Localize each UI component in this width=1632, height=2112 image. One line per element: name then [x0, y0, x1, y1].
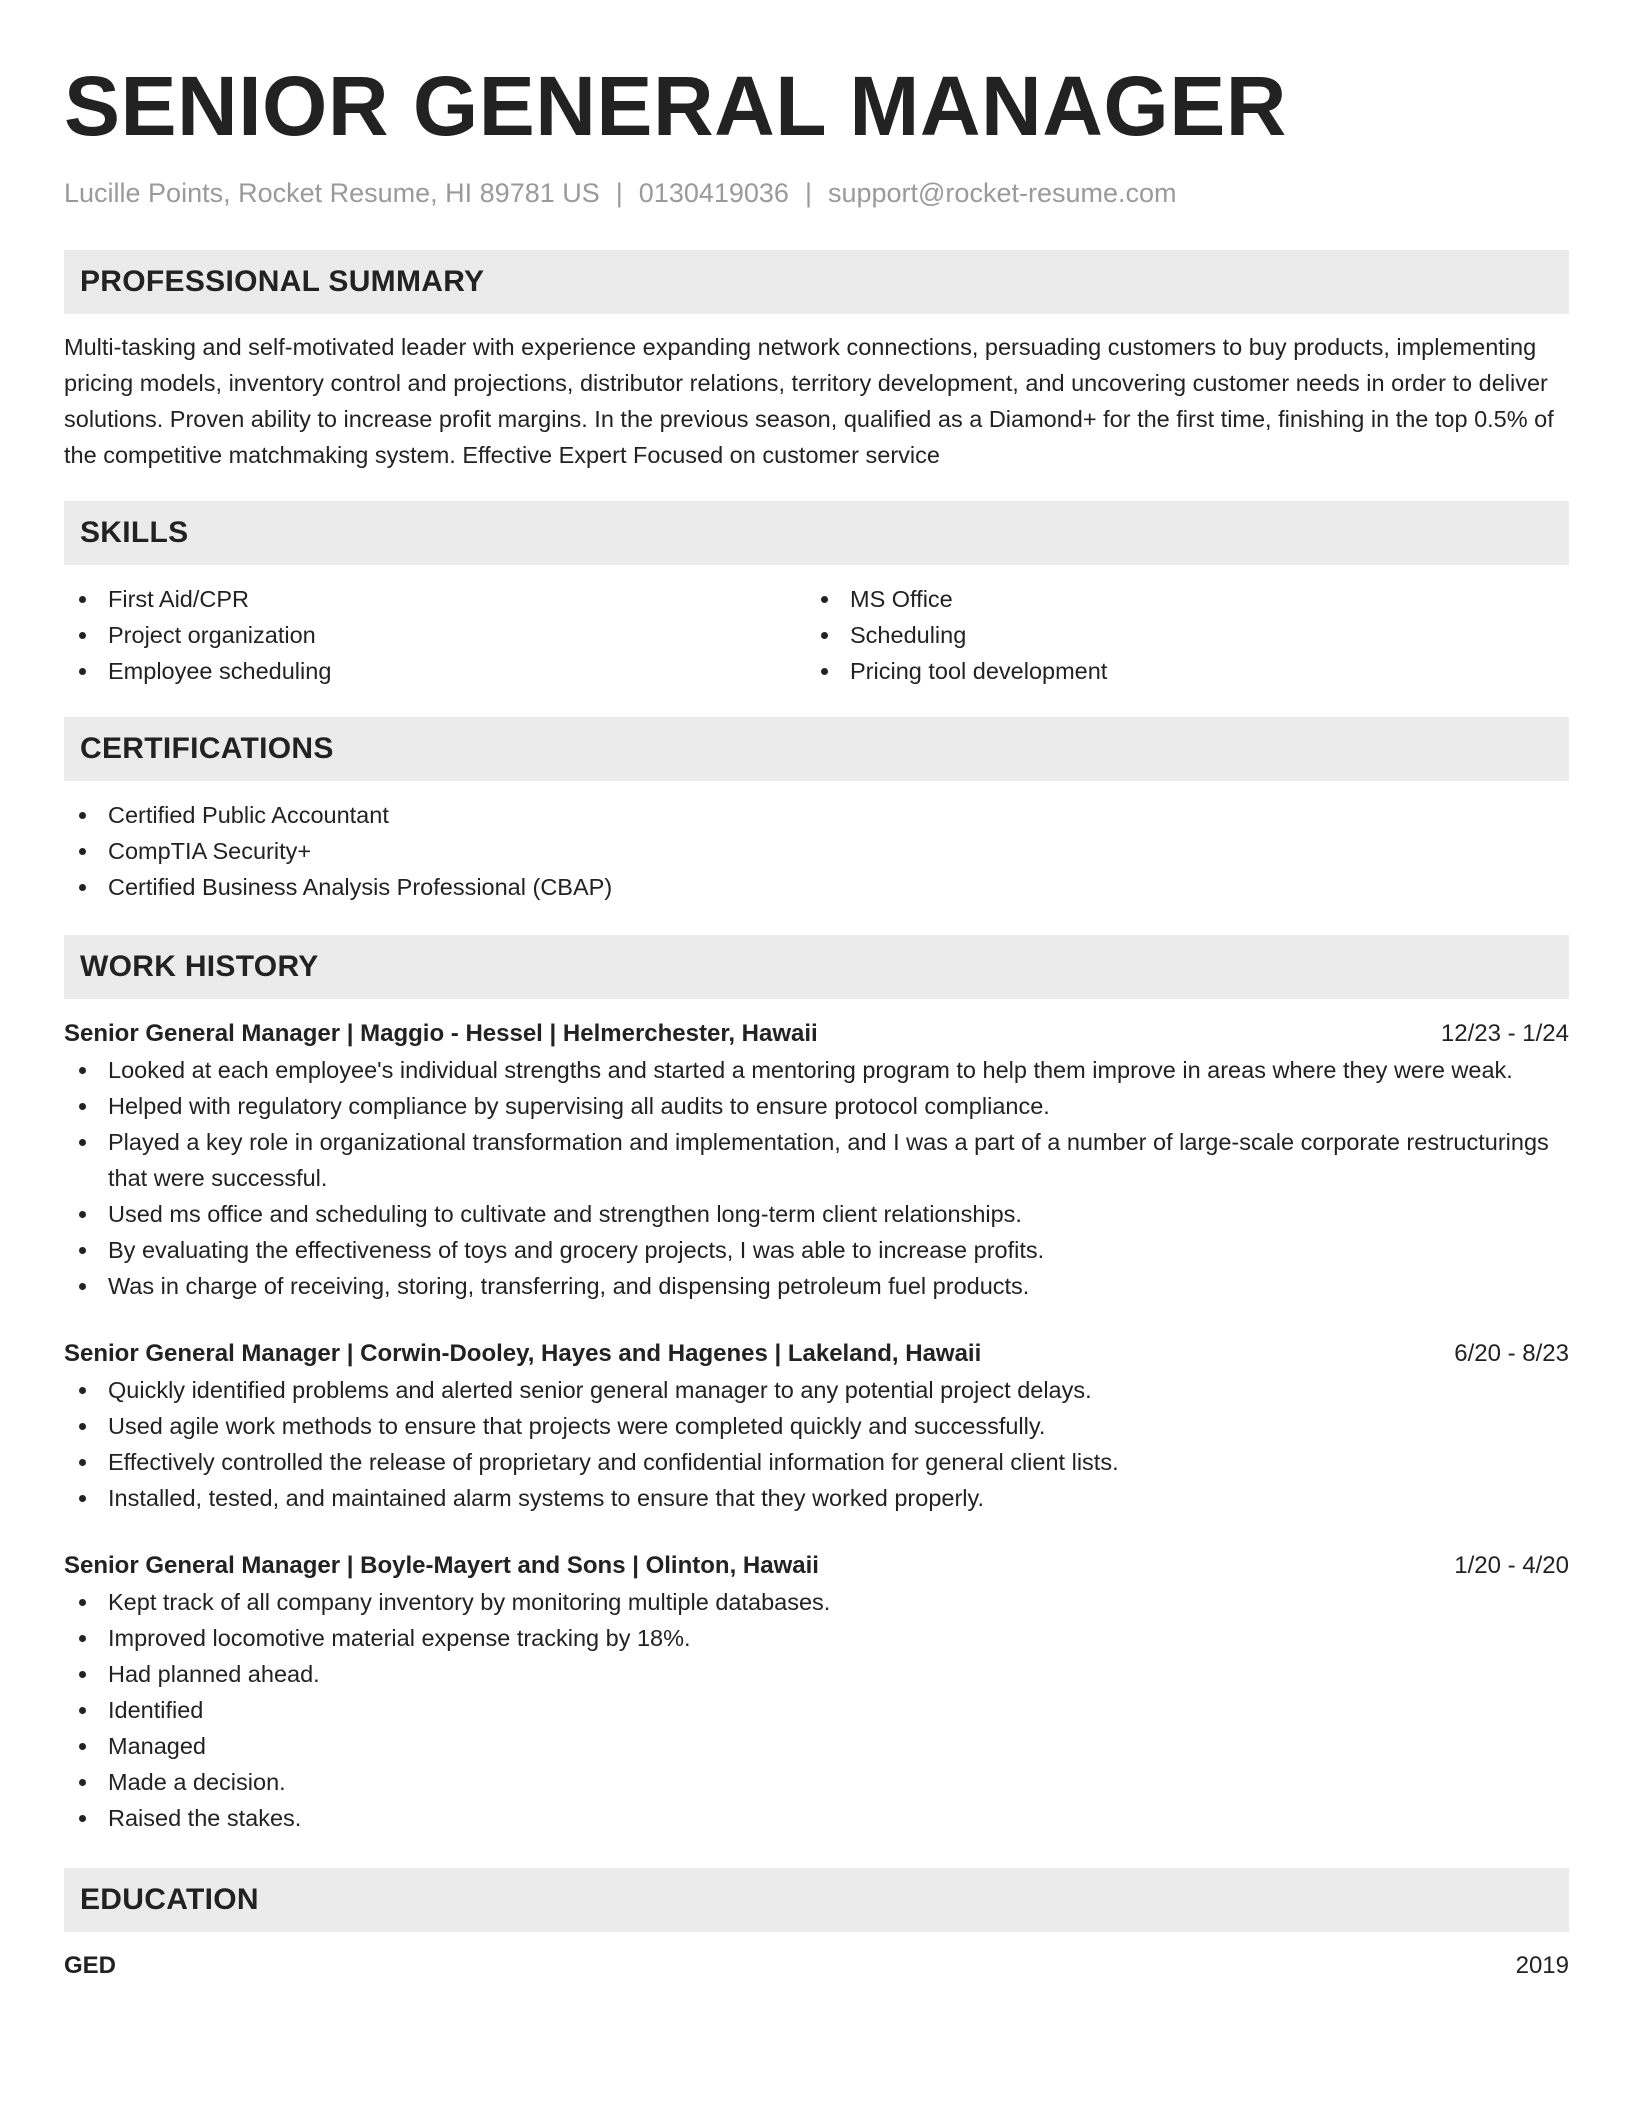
job-header [64, 1016, 1569, 1052]
skills-heading: SKILLS [64, 501, 1569, 565]
contact-address: Lucille Points, Rocket Resume, HI 89781 US [64, 178, 600, 208]
skill-item: Scheduling [806, 617, 1548, 653]
skills-grid [64, 581, 1569, 689]
job-entry [64, 1336, 1569, 1516]
job-title: Senior General Manager | Corwin-Dooley, Hayes and Hagenes | Lakeland, Hawaii [64, 1340, 982, 1367]
contact-email: support@rocket-resume.com [827, 178, 1177, 208]
job-title: Senior General Manager | Maggio - Hessel | Helmerchester, Hawaii [64, 1020, 818, 1047]
job-bullet: Managed [64, 1728, 1569, 1764]
job-bullet: Played a key role in organizational transformation and implementation, and I was a part of a number of large-scale corporate restructurings that were successful. [64, 1124, 1569, 1196]
skill-item: Project organization [64, 617, 806, 653]
job-bullet: Effectively controlled the release of proprietary and confidential information for general client lists. [64, 1444, 1569, 1480]
job-bullets [64, 1584, 1569, 1836]
certifications-list [64, 797, 1569, 905]
education-heading: EDUCATION [64, 1868, 1569, 1932]
skill-item: Employee scheduling [64, 653, 806, 689]
job-header [64, 1548, 1569, 1584]
contact-separator: | [804, 178, 812, 208]
job-header [64, 1336, 1569, 1372]
certification-item: Certified Public Accountant [64, 797, 1569, 833]
skill-item: MS Office [806, 581, 1548, 617]
skills-list-left [64, 581, 806, 689]
job-bullets [64, 1052, 1569, 1304]
job-dates: 1/20 - 4/20 [1454, 1552, 1569, 1579]
summary-heading: PROFESSIONAL SUMMARY [64, 250, 1569, 314]
job-dates: 12/23 - 1/24 [1440, 1020, 1569, 1047]
education-degree: GED [64, 1952, 117, 1979]
contact-separator: | [615, 178, 623, 208]
certification-item: Certified Business Analysis Professional (CBAP) [64, 869, 1569, 905]
job-bullet: Raised the stakes. [64, 1800, 1569, 1836]
job-dates: 6/20 - 8/23 [1454, 1340, 1569, 1367]
contact-line [64, 176, 1569, 210]
job-bullet: Used ms office and scheduling to cultivate and strengthen long-term client relationships. [64, 1196, 1569, 1232]
job-bullet: Made a decision. [64, 1764, 1569, 1800]
job-entry [64, 1548, 1569, 1836]
job-bullet: By evaluating the effectiveness of toys and grocery projects, I was able to increase profits. [64, 1232, 1569, 1268]
resume-name: SENIOR GENERAL MANAGER [64, 59, 1287, 153]
contact-phone: 0130419036 [638, 178, 789, 208]
skill-item: First Aid/CPR [64, 581, 806, 617]
job-bullet: Looked at each employee's individual strengths and started a mentoring program to help them improve in areas where they were weak. [64, 1052, 1569, 1088]
job-bullet: Identified [64, 1692, 1569, 1728]
certification-item: CompTIA Security+ [64, 833, 1569, 869]
education-entry [64, 1948, 1569, 1984]
certifications-heading: CERTIFICATIONS [64, 717, 1569, 781]
job-bullet: Kept track of all company inventory by monitoring multiple databases. [64, 1584, 1569, 1620]
job-bullet: Quickly identified problems and alerted senior general manager to any potential project delays. [64, 1372, 1569, 1408]
job-bullet: Installed, tested, and maintained alarm systems to ensure that they worked properly. [64, 1480, 1569, 1516]
skill-item: Pricing tool development [806, 653, 1548, 689]
work-history-heading: WORK HISTORY [64, 935, 1569, 999]
job-bullets [64, 1372, 1569, 1516]
job-bullet: Was in charge of receiving, storing, transferring, and dispensing petroleum fuel products. [64, 1268, 1569, 1304]
job-bullet: Helped with regulatory compliance by supervising all audits to ensure protocol compliance. [64, 1088, 1569, 1124]
job-bullet: Had planned ahead. [64, 1656, 1569, 1692]
job-title: Senior General Manager | Boyle-Mayert and Sons | Olinton, Hawaii [64, 1552, 819, 1579]
skills-list-right [806, 581, 1548, 689]
job-entry [64, 1016, 1569, 1304]
summary-text: Multi-tasking and self-motivated leader with experience expanding network connections, persuading customers to buy products, implementing pricing models, inventory control and projections, distributor relations, territory development, and uncovering customer needs in order to deliver solutions. Proven ability to increase profit margins. In the previous season, qualified as a Diamond+ for the first time, finishing in the top 0.5% of the competitive matchmaking system. Effective Expert Focused on customer service [64, 334, 1554, 468]
education-year: 2019 [1515, 1952, 1569, 1979]
job-bullet: Used agile work methods to ensure that projects were completed quickly and successfully. [64, 1408, 1569, 1444]
job-bullet: Improved locomotive material expense tracking by 18%. [64, 1620, 1569, 1656]
